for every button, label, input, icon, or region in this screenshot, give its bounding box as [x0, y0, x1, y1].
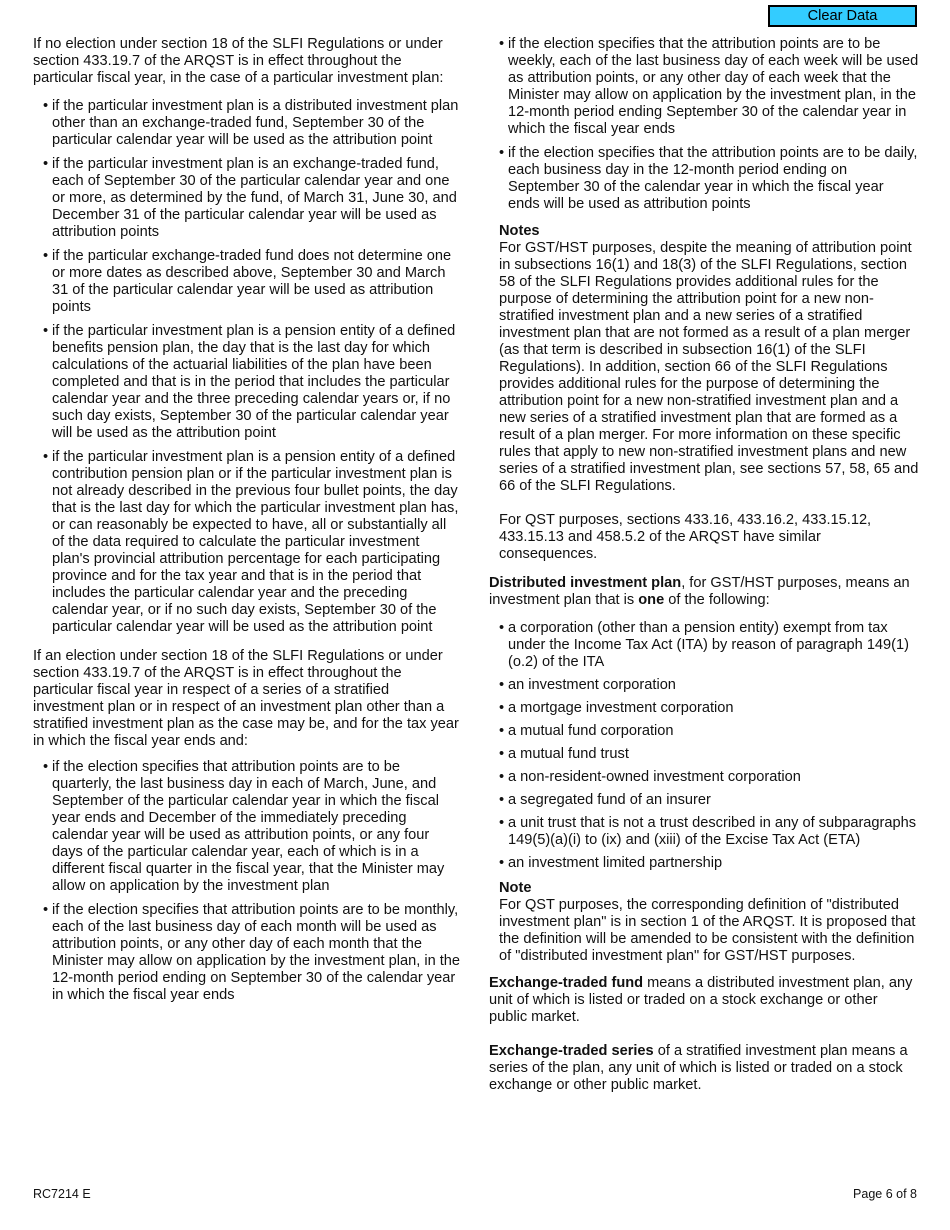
distributed-investment-plan-list [489, 620, 919, 872]
list-item: • if the particular investment plan is an exchange-traded fund, each of September 30 of the particular calendar year and one or more, as determined by the fund, of March 31, June 30, and December 31 of the particular calendar year will be used as attribution points [43, 156, 461, 241]
list-item: • a mortgage investment corporation [499, 700, 919, 717]
notes-paragraph-qst: For QST purposes, sections 433.16, 433.16.2, 433.15.12, 433.15.13 and 458.5.2 of the ARQST have similar consequences. [499, 512, 872, 562]
term-distributed-investment-plan: Distributed investment plan [489, 575, 682, 591]
list-item: • if the election specifies that the attribution points are to be daily, each business day in the 12-month period ending on September 30 of the calendar year in which the fiscal year ends will be used as attribution points [499, 145, 919, 213]
left-column [33, 36, 461, 1011]
list-item: • a unit trust that is not a trust described in any of subparagraphs 149(5)(a)(i) to (ix) and (xiii) of the Excise Tax Act (ETA) [499, 815, 919, 849]
emphasis-one: one [638, 592, 665, 608]
list-item: • if the particular investment plan is a pension entity of a defined contribution pension plan or if the particular investment plan is not already described in the previous four bullet points, the day that is the last day for which the particular investment plan has, or can reasonably be expected to have, all or substantially all of the data required to calculate the particular investment plan's provincial attribution percentage for each participating province and for the tax year and that is in the period that includes the particular calendar year and the preceding calendar year, or if no such day exists, September 30 of the particular calendar year will be used as the attribution point [43, 449, 461, 636]
definition-text: of the following: [664, 592, 770, 608]
intro-election: If an election under section 18 of the SLFI Regulations or under section 433.19.7 of the ARQST is in effect throughout the particular fiscal year in respect of a series of a stratified investment plan or in respect of an investment plan other than a stratified investment plan as the case may be, and for the tax year in which the fiscal year ends and: [33, 648, 459, 749]
exchange-traded-fund-definition [489, 975, 919, 1026]
form-identifier: RC7214 E [33, 1187, 91, 1201]
clear-data-button[interactable]: Clear Data [768, 5, 917, 27]
notes-paragraph-gst: For GST/HST purposes, despite the meaning of attribution point in subsections 16(1) and 18(3) of the SLFI Regulations, section 58 of the SLFI Regulations provides additional rules for the purpose of determining the attribution point for a new non-stratified investment plan and a new series of a stratified investment plan that are not formed as a result of a plan merger (as that term is described in subsection 16(1) of the SLFI Regulations). In addition, section 66 of the SLFI Regulations provides additional rules for the purpose of determining the attribution point for a new non-stratified investment plan and a new series of a stratified investment plan that are formed as a result of a plan merger. For more information on these specific rules that apply to new non-stratified investment plans and new series of a stratified investment plan, see sections 57, 58, 65 and 66 of the SLFI Regulations. [499, 240, 919, 494]
definition-text: , for GST/HST purposes, means an investment plan that is [489, 575, 910, 608]
election-rules-list [33, 759, 461, 1004]
list-item: • a mutual fund corporation [499, 723, 919, 740]
list-item: • if the particular exchange-traded fund does not determine one or more dates as described above, September 30 and March 31 of the particular calendar year will be used as attribution points [43, 248, 461, 316]
list-item: • a segregated fund of an insurer [499, 792, 919, 809]
list-item: • a mutual fund trust [499, 746, 919, 763]
note-heading: Note [499, 880, 532, 896]
list-item: • an investment limited partnership [499, 855, 919, 872]
list-item: • if the particular investment plan is a pension entity of a defined benefits pension plan, the day that is the last day for which calculations of the actuarial liabilities of the plan have been completed and that is in the period that includes the particular calendar year and the three preceding calendar years or, if no such day exists, September 30 of the particular calendar year will be used as the attribution point [43, 323, 461, 442]
note-paragraph: For QST purposes, the corresponding definition of "distributed investment plan" is in section 1 of the ARQST. It is proposed that the definition will be amended to be consistent with the definition of "distributed investment plan" for GST/HST purposes. [499, 897, 916, 964]
intro-no-election: If no election under section 18 of the SLFI Regulations or under section 433.19.7 of the ARQST is in effect throughout the particular fiscal year, in the case of a particular investment plan: [33, 36, 444, 86]
attribution-rules-list [33, 98, 461, 636]
list-item: • if the election specifies that the attribution points are to be weekly, each of the last business day of each week will be used as attribution points, or any other day of each week that the Minister may allow on application by the investment plan, in the 12-month period ending September 30 of the calendar year in which the fiscal year ends [499, 36, 919, 138]
term-exchange-traded-series: Exchange-traded series [489, 1043, 654, 1059]
term-exchange-traded-fund: Exchange-traded fund [489, 975, 644, 991]
right-column [489, 36, 919, 1094]
distributed-investment-plan-definition [489, 575, 919, 609]
election-rules-list-continued [489, 36, 919, 213]
list-item: • if the particular investment plan is a distributed investment plan other than an exchange-traded fund, September 30 of the particular calendar year will be used as the attribution point [43, 98, 461, 149]
notes-section [489, 223, 919, 563]
list-item: • a corporation (other than a pension entity) exempt from tax under the Income Tax Act (ITA) by reason of paragraph 149(1)(o.2) of the ITA [499, 620, 919, 671]
definition-text: of a stratified investment plan means a series of the plan, any unit of which is listed or traded on a stock exchange or other public market. [489, 1043, 908, 1093]
exchange-traded-series-definition [489, 1043, 919, 1094]
definition-text: means a distributed investment plan, any unit of which is listed or traded on a stock exchange or other public market. [489, 975, 913, 1025]
notes-heading: Notes [499, 223, 540, 239]
note-section [489, 880, 919, 965]
list-item: • if the election specifies that attribution points are to be monthly, each of the last business day of each month will be used as attribution points, or any other day of each month that the Minister may allow on application by the investment plan, in the 12-month period ending on September 30 of the calendar year in which the fiscal year ends [43, 902, 461, 1004]
page-number: Page 6 of 8 [853, 1187, 917, 1201]
list-item: • an investment corporation [499, 677, 919, 694]
list-item: • if the election specifies that attribution points are to be quarterly, the last business day in each of March, June, and September of the particular calendar year in which the fiscal year ends and December of the immediately preceding calendar year will be used as attribution points, or any four days of the particular calendar year, each of which is in a different fiscal quarter in the fiscal year, that the Minister may allow on application by the investment plan [43, 759, 461, 895]
list-item: • a non-resident-owned investment corporation [499, 769, 919, 786]
